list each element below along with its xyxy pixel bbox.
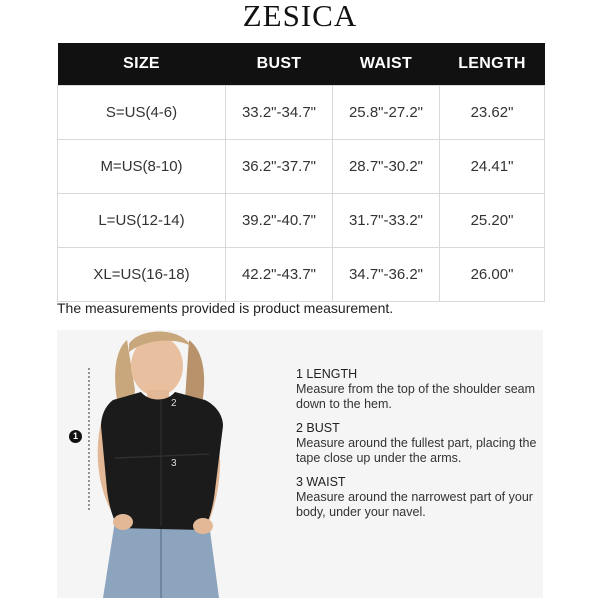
bust-marker: 2	[171, 398, 177, 409]
brand-logo: ZESICA	[242, 0, 358, 33]
waist-marker: 3	[171, 458, 177, 469]
measurement-instructions	[296, 366, 546, 528]
header-bust: BUST	[226, 43, 333, 86]
measurement-note: The measurements provided is product measurement.	[57, 300, 394, 316]
cell-bust: 39.2"-40.7"	[226, 194, 333, 248]
cell-waist: 34.7"-36.2"	[333, 248, 440, 302]
table-row	[58, 140, 545, 194]
size-chart-table	[57, 43, 545, 302]
bust-instruction	[296, 420, 546, 466]
length-instruction	[296, 366, 546, 412]
header-waist: WAIST	[333, 43, 440, 86]
table-row	[58, 194, 545, 248]
header-size: SIZE	[58, 43, 226, 86]
cell-size: XL=US(16-18)	[58, 248, 226, 302]
cell-length: 24.41"	[440, 140, 545, 194]
table-row	[58, 248, 545, 302]
bust-title: 2 BUST	[296, 421, 340, 435]
cell-bust: 33.2"-34.7"	[226, 86, 333, 140]
cell-size: S=US(4-6)	[58, 86, 226, 140]
waist-title: 3 WAIST	[296, 475, 346, 489]
waist-description: Measure around the narrowest part of your body, under your navel.	[296, 490, 533, 519]
cell-waist: 31.7"-33.2"	[333, 194, 440, 248]
cell-size: M=US(8-10)	[58, 140, 226, 194]
cell-length: 26.00"	[440, 248, 545, 302]
waist-instruction	[296, 474, 546, 520]
length-description: Measure from the top of the shoulder seam down to the hem.	[296, 382, 536, 411]
cell-waist: 28.7"-30.2"	[333, 140, 440, 194]
table-row	[58, 86, 545, 140]
table-header-row	[58, 43, 545, 86]
cell-bust: 36.2"-37.7"	[226, 140, 333, 194]
cell-size: L=US(12-14)	[58, 194, 226, 248]
length-marker: 1	[69, 430, 82, 443]
cell-length: 23.62"	[440, 86, 545, 140]
model-figure	[57, 330, 287, 598]
cell-bust: 42.2"-43.7"	[226, 248, 333, 302]
header-length: LENGTH	[440, 43, 545, 86]
bust-description: Measure around the fullest part, placing the tape close up under the arms.	[296, 436, 537, 465]
cell-waist: 25.8"-27.2"	[333, 86, 440, 140]
length-title: 1 LENGTH	[296, 367, 358, 381]
cell-length: 25.20"	[440, 194, 545, 248]
